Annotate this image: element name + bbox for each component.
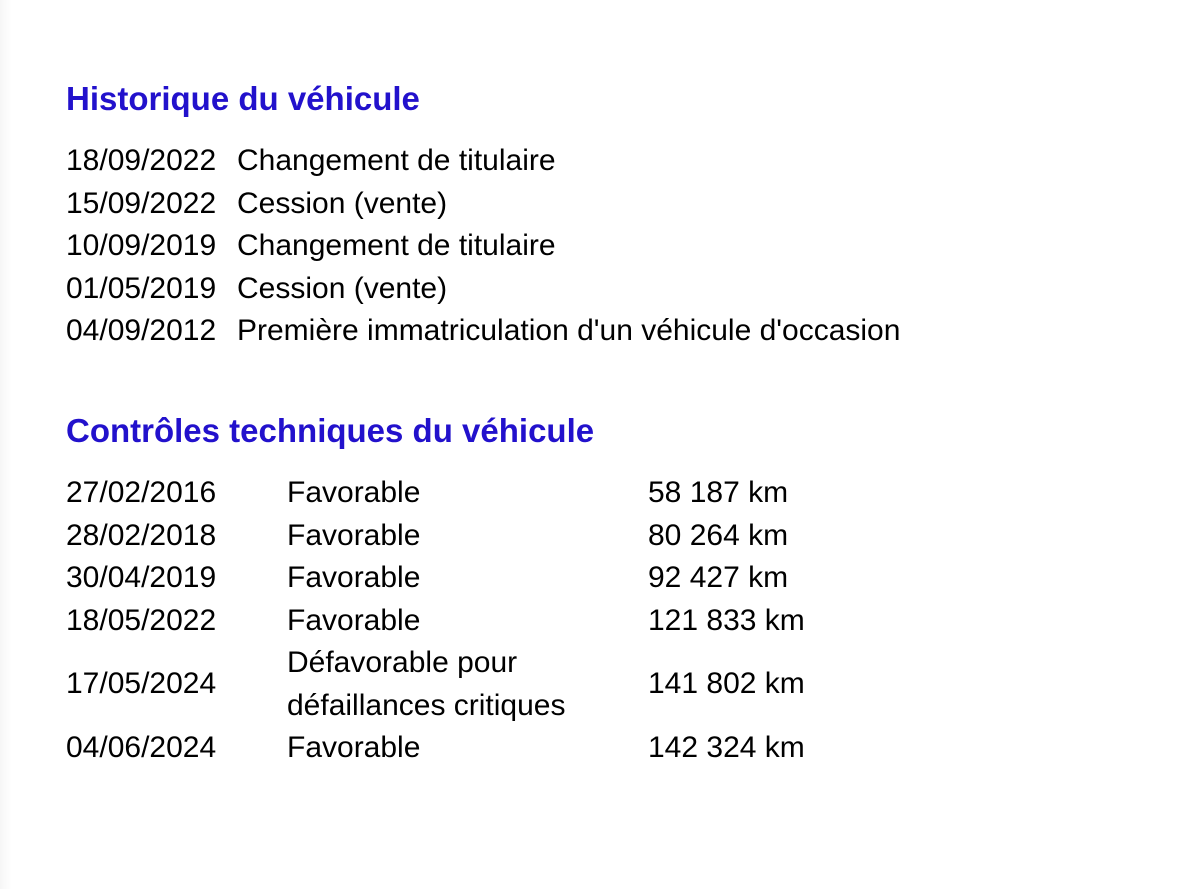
history-row-date: 01/05/2019 — [66, 271, 217, 305]
technical-inspections-table — [66, 472, 805, 770]
history-row-event: Cession (vente) — [237, 271, 448, 305]
inspection-row-result: Favorable — [287, 476, 421, 509]
technical-inspections-section-title: Contrôles techniques du véhicule — [66, 412, 595, 449]
history-section — [66, 82, 900, 353]
inspection-row-date: 17/05/2024 — [66, 667, 217, 701]
history-row-date: 04/09/2012 — [66, 314, 217, 347]
history-row-event: Première immatriculation d'un véhicule d'occasion — [237, 314, 901, 347]
page-left-edge-shadow — [0, 0, 12, 889]
inspection-row-date: 18/05/2022 — [66, 603, 217, 637]
inspection-row-result: Défavorable pour défaillances critiques — [287, 646, 566, 722]
technical-inspections-section — [66, 414, 805, 770]
inspection-row-date: 04/06/2024 — [66, 731, 217, 764]
history-row-date: 18/09/2022 — [66, 144, 217, 177]
inspection-row-date: 30/04/2019 — [66, 561, 217, 594]
inspection-row-result: Favorable — [287, 603, 421, 637]
inspection-row-result: Favorable — [287, 731, 421, 764]
history-table — [66, 140, 900, 353]
history-section-title: Historique du véhicule — [66, 80, 420, 117]
inspection-row-date: 28/02/2018 — [66, 518, 217, 552]
inspection-row-mileage: 141 802 km — [648, 667, 805, 701]
history-row-date: 15/09/2022 — [66, 186, 217, 220]
inspection-row-result: Favorable — [287, 518, 421, 552]
inspection-row-mileage: 80 264 km — [648, 518, 789, 552]
history-row-date: 10/09/2019 — [66, 229, 217, 262]
inspection-row-date: 27/02/2016 — [66, 476, 217, 509]
inspection-row-mileage: 142 324 km — [648, 731, 805, 764]
inspection-row-mileage: 92 427 km — [648, 561, 789, 594]
inspection-row-mileage: 121 833 km — [648, 603, 805, 637]
history-row-event: Changement de titulaire — [237, 144, 556, 177]
inspection-row-result: Favorable — [287, 561, 421, 594]
inspection-row-mileage: 58 187 km — [648, 476, 789, 509]
history-row-event: Cession (vente) — [237, 186, 448, 220]
history-row-event: Changement de titulaire — [237, 229, 556, 262]
